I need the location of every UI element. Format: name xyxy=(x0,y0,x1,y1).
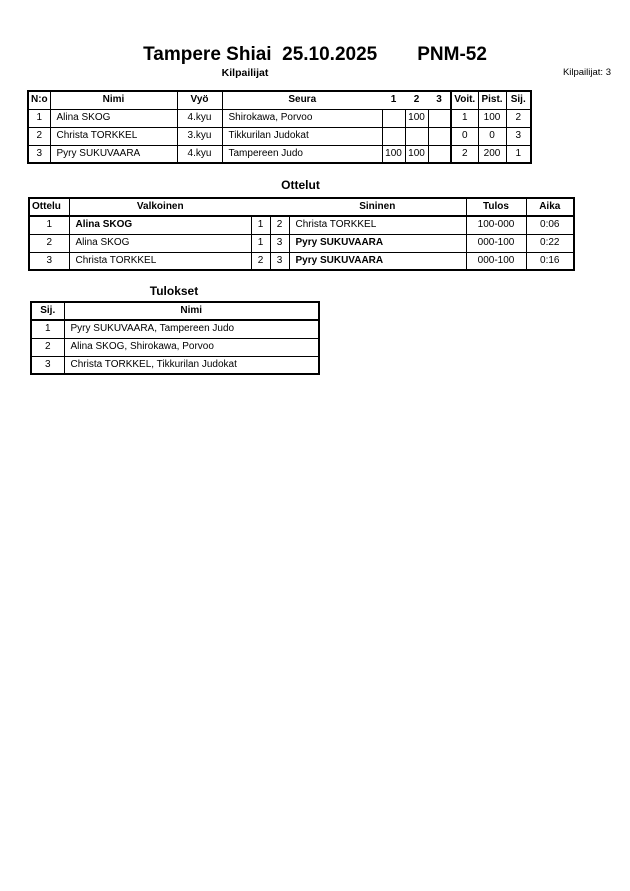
score-round2: 100 xyxy=(405,109,428,127)
competitor-count-label: Kilpailijat: 3 xyxy=(562,67,611,78)
competitor-row xyxy=(28,145,531,163)
result-place: 1 xyxy=(31,320,64,338)
col-header-round3: 3 xyxy=(428,91,451,109)
score-round3 xyxy=(428,109,451,127)
result-row xyxy=(31,356,319,374)
result-place: 3 xyxy=(31,356,64,374)
competitor-no: 1 xyxy=(28,109,50,127)
col-header-blue-no xyxy=(270,198,289,216)
col-header-wins: Voit. xyxy=(451,91,478,109)
competitor-place: 1 xyxy=(506,145,531,163)
competitor-points: 200 xyxy=(478,145,506,163)
competitor-row xyxy=(28,127,531,145)
match-time: 0:06 xyxy=(526,216,574,234)
white-competitor: Christa TORKKEL xyxy=(69,252,251,270)
page-title xyxy=(0,44,630,66)
competitor-name: Alina SKOG xyxy=(50,109,177,127)
col-header-belt: Vyö xyxy=(177,91,222,109)
result-name: Alina SKOG, Shirokawa, Porvoo xyxy=(64,338,319,356)
competitor-club: Tampereen Judo xyxy=(222,145,382,163)
competitor-belt: 4.kyu xyxy=(177,145,222,163)
competitor-place: 3 xyxy=(506,127,531,145)
blue-competitor-no: 2 xyxy=(270,216,289,234)
match-no: 1 xyxy=(29,216,69,234)
score-round1 xyxy=(382,109,405,127)
competitors-table xyxy=(27,90,532,164)
col-header-time: Aika xyxy=(526,198,574,216)
match-result: 000-100 xyxy=(466,234,526,252)
result-row xyxy=(31,320,319,338)
match-row xyxy=(29,252,574,270)
score-round2: 100 xyxy=(405,145,428,163)
blue-competitor-no: 3 xyxy=(270,234,289,252)
competitors-header-row xyxy=(28,91,531,109)
matches-section-title: Ottelut xyxy=(281,178,320,192)
blue-competitor: Pyry SUKUVAARA xyxy=(289,252,466,270)
score-round3 xyxy=(428,145,451,163)
col-header-white-no xyxy=(251,198,270,216)
competitor-no: 2 xyxy=(28,127,50,145)
category-code: PNM-52 xyxy=(417,44,487,65)
page-subtitle: Kilpailijat xyxy=(221,67,269,79)
competitor-club: Tikkurilan Judokat xyxy=(222,127,382,145)
blue-competitor-no: 3 xyxy=(270,252,289,270)
col-header-name: Nimi xyxy=(50,91,177,109)
score-round2 xyxy=(405,127,428,145)
result-name: Christa TORKKEL, Tikkurilan Judokat xyxy=(64,356,319,374)
match-no: 2 xyxy=(29,234,69,252)
competitor-wins: 0 xyxy=(451,127,478,145)
match-result: 000-100 xyxy=(466,252,526,270)
competitor-belt: 4.kyu xyxy=(177,109,222,127)
col-header-white: Valkoinen xyxy=(69,198,251,216)
competitor-row xyxy=(28,109,531,127)
match-no: 3 xyxy=(29,252,69,270)
competitor-place: 2 xyxy=(506,109,531,127)
col-header-no: N:o xyxy=(28,91,50,109)
col-header-place: Sij. xyxy=(31,302,64,320)
competitor-name: Pyry SUKUVAARA xyxy=(50,145,177,163)
match-result: 100-000 xyxy=(466,216,526,234)
event-title: Tampere Shiai 25.10.2025 xyxy=(143,44,378,65)
score-round1: 100 xyxy=(382,145,405,163)
score-round3 xyxy=(428,127,451,145)
competitor-club: Shirokawa, Porvoo xyxy=(222,109,382,127)
result-name: Pyry SUKUVAARA, Tampereen Judo xyxy=(64,320,319,338)
blue-competitor: Pyry SUKUVAARA xyxy=(289,234,466,252)
white-competitor-no: 2 xyxy=(251,252,270,270)
results-section-title: Tulokset xyxy=(149,284,199,298)
competitor-wins: 1 xyxy=(451,109,478,127)
white-competitor: Alina SKOG xyxy=(69,216,251,234)
col-header-name: Nimi xyxy=(64,302,319,320)
white-competitor: Alina SKOG xyxy=(69,234,251,252)
match-row xyxy=(29,234,574,252)
col-header-round2: 2 xyxy=(405,91,428,109)
col-header-points: Pist. xyxy=(478,91,506,109)
result-place: 2 xyxy=(31,338,64,356)
col-header-result: Tulos xyxy=(466,198,526,216)
match-time: 0:16 xyxy=(526,252,574,270)
competitor-points: 100 xyxy=(478,109,506,127)
match-row xyxy=(29,216,574,234)
competitor-no: 3 xyxy=(28,145,50,163)
white-competitor-no: 1 xyxy=(251,216,270,234)
col-header-club: Seura xyxy=(222,91,382,109)
col-header-blue: Sininen xyxy=(289,198,466,216)
matches-header-row xyxy=(29,198,574,216)
match-time: 0:22 xyxy=(526,234,574,252)
competitor-belt: 3.kyu xyxy=(177,127,222,145)
matches-table xyxy=(28,197,575,271)
col-header-round1: 1 xyxy=(382,91,405,109)
col-header-place: Sij. xyxy=(506,91,531,109)
results-table xyxy=(30,301,320,375)
blue-competitor: Christa TORKKEL xyxy=(289,216,466,234)
col-header-match: Ottelu xyxy=(29,198,69,216)
competitor-name: Christa TORKKEL xyxy=(50,127,177,145)
results-header-row xyxy=(31,302,319,320)
white-competitor-no: 1 xyxy=(251,234,270,252)
score-round1 xyxy=(382,127,405,145)
competitor-points: 0 xyxy=(478,127,506,145)
result-row xyxy=(31,338,319,356)
competitor-wins: 2 xyxy=(451,145,478,163)
